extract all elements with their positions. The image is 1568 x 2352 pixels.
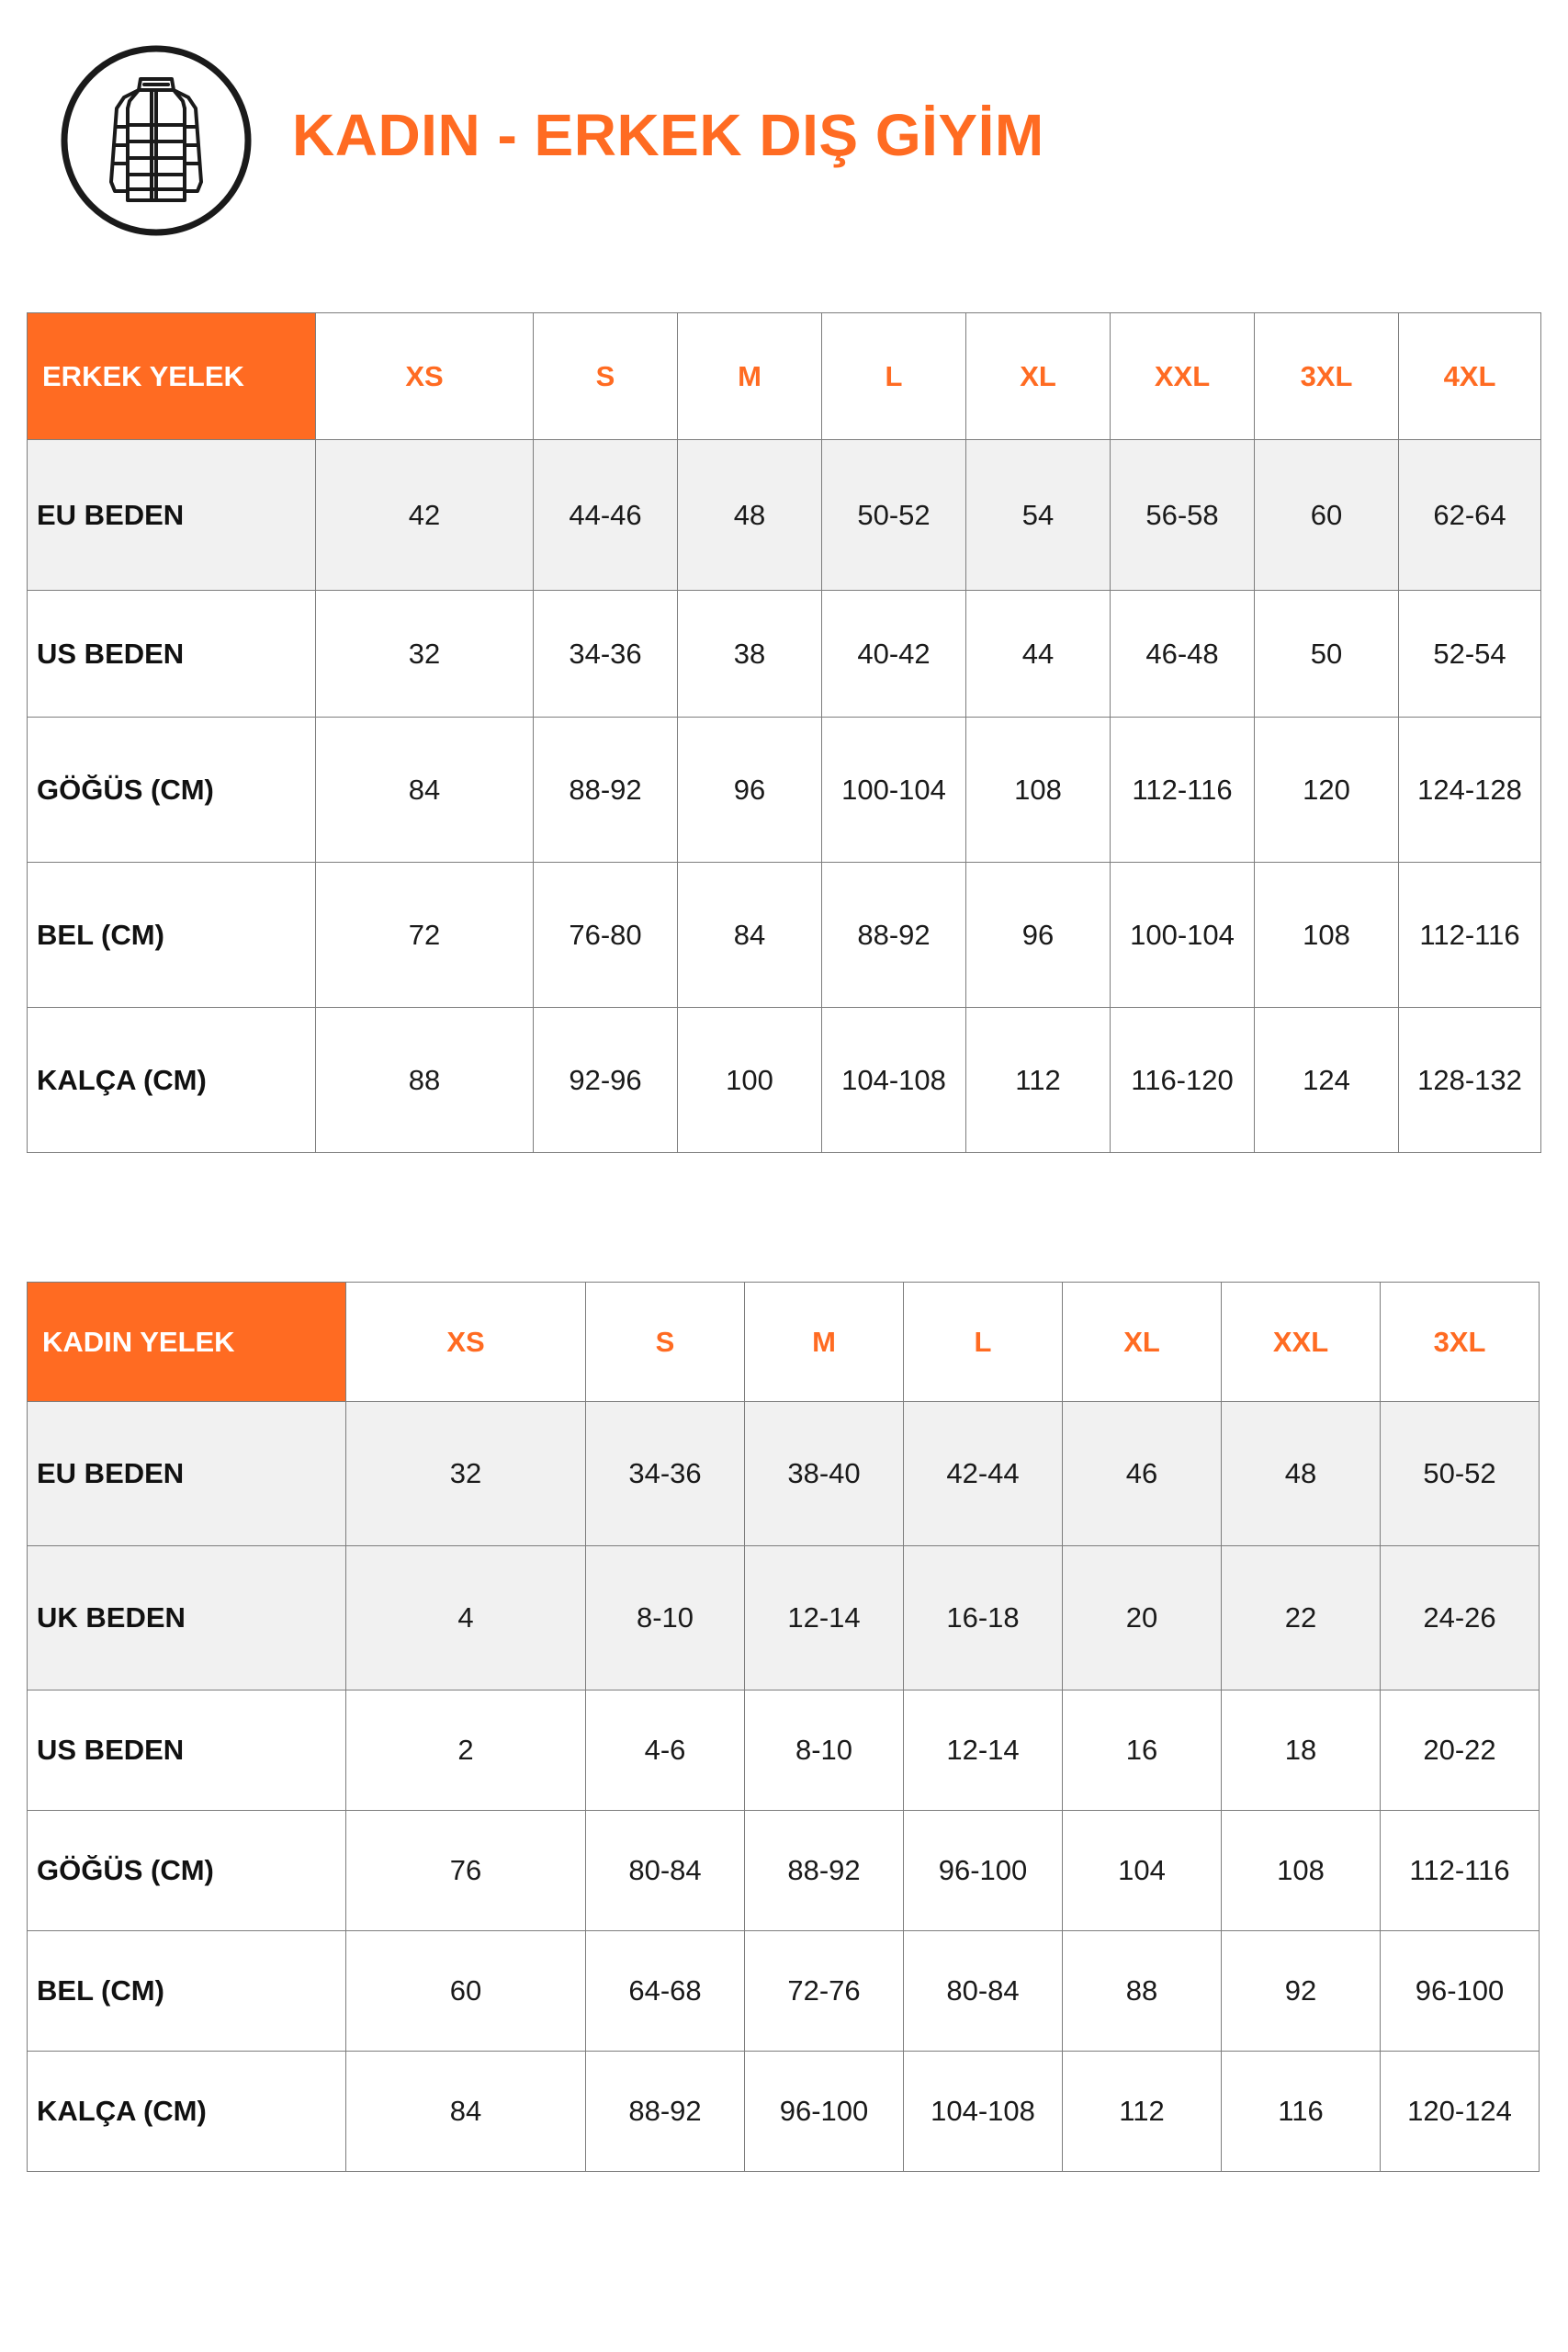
table-cell: 4 [346,1546,586,1690]
size-header-row [28,313,1541,440]
size-header: L [904,1283,1063,1402]
row-label: GÖĞÜS (CM) [28,718,316,863]
table-cell: 16 [1063,1690,1222,1811]
table-cell: 112-116 [1381,1811,1540,1931]
row-label: US BEDEN [28,1690,346,1811]
table-cell: 48 [1222,1402,1381,1546]
table-cell: 88-92 [822,863,966,1008]
size-header: 4XL [1399,313,1541,440]
size-header: S [534,313,678,440]
table-cell: 100-104 [822,718,966,863]
table-cell: 112 [1063,2052,1222,2172]
table-cell: 50 [1255,591,1399,718]
size-header: S [586,1283,745,1402]
table-cell: 60 [346,1931,586,2052]
table-cell: 50-52 [822,440,966,591]
table-cell: 2 [346,1690,586,1811]
table-cell: 108 [1222,1811,1381,1931]
table-cell: 20 [1063,1546,1222,1690]
table-cell: 108 [966,718,1111,863]
table-cell: 34-36 [586,1402,745,1546]
table-cell: 96 [678,718,822,863]
table-cell: 88 [316,1008,534,1153]
size-header: XL [1063,1283,1222,1402]
row-label: US BEDEN [28,591,316,718]
row-label: GÖĞÜS (CM) [28,1811,346,1931]
table-cell: 76 [346,1811,586,1931]
table-row [28,1402,1540,1546]
table-cell: 40-42 [822,591,966,718]
table-row [28,1008,1541,1153]
table-cell: 46-48 [1111,591,1255,718]
table-cell: 32 [346,1402,586,1546]
table-cell: 50-52 [1381,1402,1540,1546]
puffer-jacket-icon [60,44,253,237]
size-header: XXL [1111,313,1255,440]
table-cell: 96-100 [745,2052,904,2172]
table-cell: 104-108 [822,1008,966,1153]
size-header: L [822,313,966,440]
table-row [28,440,1541,591]
table-cell: 32 [316,591,534,718]
table-cell: 100-104 [1111,863,1255,1008]
table-cell: 124 [1255,1008,1399,1153]
table-cell: 20-22 [1381,1690,1540,1811]
table-row [28,1811,1540,1931]
size-header: XXL [1222,1283,1381,1402]
size-header: XL [966,313,1111,440]
table-title: ERKEK YELEK [28,313,316,440]
table-cell: 62-64 [1399,440,1541,591]
table-cell: 120-124 [1381,2052,1540,2172]
table-cell: 104 [1063,1811,1222,1931]
row-label: UK BEDEN [28,1546,346,1690]
table-cell: 84 [346,2052,586,2172]
table-cell: 84 [678,863,822,1008]
table-cell: 76-80 [534,863,678,1008]
table-cell: 18 [1222,1690,1381,1811]
men-size-table [27,312,1541,1153]
table-cell: 24-26 [1381,1546,1540,1690]
table-cell: 108 [1255,863,1399,1008]
table-cell: 88-92 [586,2052,745,2172]
row-label: BEL (CM) [28,1931,346,2052]
table-cell: 124-128 [1399,718,1541,863]
table-cell: 8-10 [745,1690,904,1811]
page-title: KADIN - ERKEK DIŞ GİYİM [292,102,1044,168]
table-cell: 88-92 [534,718,678,863]
size-header: M [745,1283,904,1402]
table-cell: 42-44 [904,1402,1063,1546]
table-cell: 60 [1255,440,1399,591]
table-row [28,863,1541,1008]
table-cell: 92 [1222,1931,1381,2052]
table-cell: 48 [678,440,822,591]
table-cell: 84 [316,718,534,863]
table-cell: 22 [1222,1546,1381,1690]
table-title: KADIN YELEK [28,1283,346,1402]
table-row [28,1690,1540,1811]
table-row [28,718,1541,863]
table-cell: 72-76 [745,1931,904,2052]
table-cell: 92-96 [534,1008,678,1153]
size-header: XS [316,313,534,440]
size-header: M [678,313,822,440]
table-row [28,591,1541,718]
table-cell: 112-116 [1399,863,1541,1008]
table-cell: 12-14 [904,1690,1063,1811]
table-cell: 80-84 [586,1811,745,1931]
size-header: 3XL [1381,1283,1540,1402]
table-row [28,2052,1540,2172]
table-cell: 46 [1063,1402,1222,1546]
table-cell: 120 [1255,718,1399,863]
table-cell: 104-108 [904,2052,1063,2172]
table-cell: 8-10 [586,1546,745,1690]
table-cell: 96-100 [1381,1931,1540,2052]
table-cell: 112 [966,1008,1111,1153]
table-cell: 100 [678,1008,822,1153]
size-header: 3XL [1255,313,1399,440]
table-cell: 42 [316,440,534,591]
table-cell: 80-84 [904,1931,1063,2052]
table-cell: 128-132 [1399,1008,1541,1153]
table-cell: 72 [316,863,534,1008]
table-cell: 34-36 [534,591,678,718]
table-cell: 116 [1222,2052,1381,2172]
table-cell: 54 [966,440,1111,591]
table-cell: 44-46 [534,440,678,591]
table-cell: 88 [1063,1931,1222,2052]
table-cell: 112-116 [1111,718,1255,863]
row-label: EU BEDEN [28,440,316,591]
table-cell: 56-58 [1111,440,1255,591]
table-cell: 44 [966,591,1111,718]
table-cell: 12-14 [745,1546,904,1690]
table-cell: 38-40 [745,1402,904,1546]
table-cell: 52-54 [1399,591,1541,718]
table-cell: 96-100 [904,1811,1063,1931]
row-label: KALÇA (CM) [28,1008,316,1153]
table-cell: 64-68 [586,1931,745,2052]
row-label: KALÇA (CM) [28,2052,346,2172]
table-cell: 4-6 [586,1690,745,1811]
table-row [28,1931,1540,2052]
table-cell: 116-120 [1111,1008,1255,1153]
table-row [28,1546,1540,1690]
size-header: XS [346,1283,586,1402]
table-cell: 88-92 [745,1811,904,1931]
row-label: EU BEDEN [28,1402,346,1546]
row-label: BEL (CM) [28,863,316,1008]
table-cell: 16-18 [904,1546,1063,1690]
table-cell: 96 [966,863,1111,1008]
women-size-table [27,1282,1540,2172]
table-cell: 38 [678,591,822,718]
size-header-row [28,1283,1540,1402]
